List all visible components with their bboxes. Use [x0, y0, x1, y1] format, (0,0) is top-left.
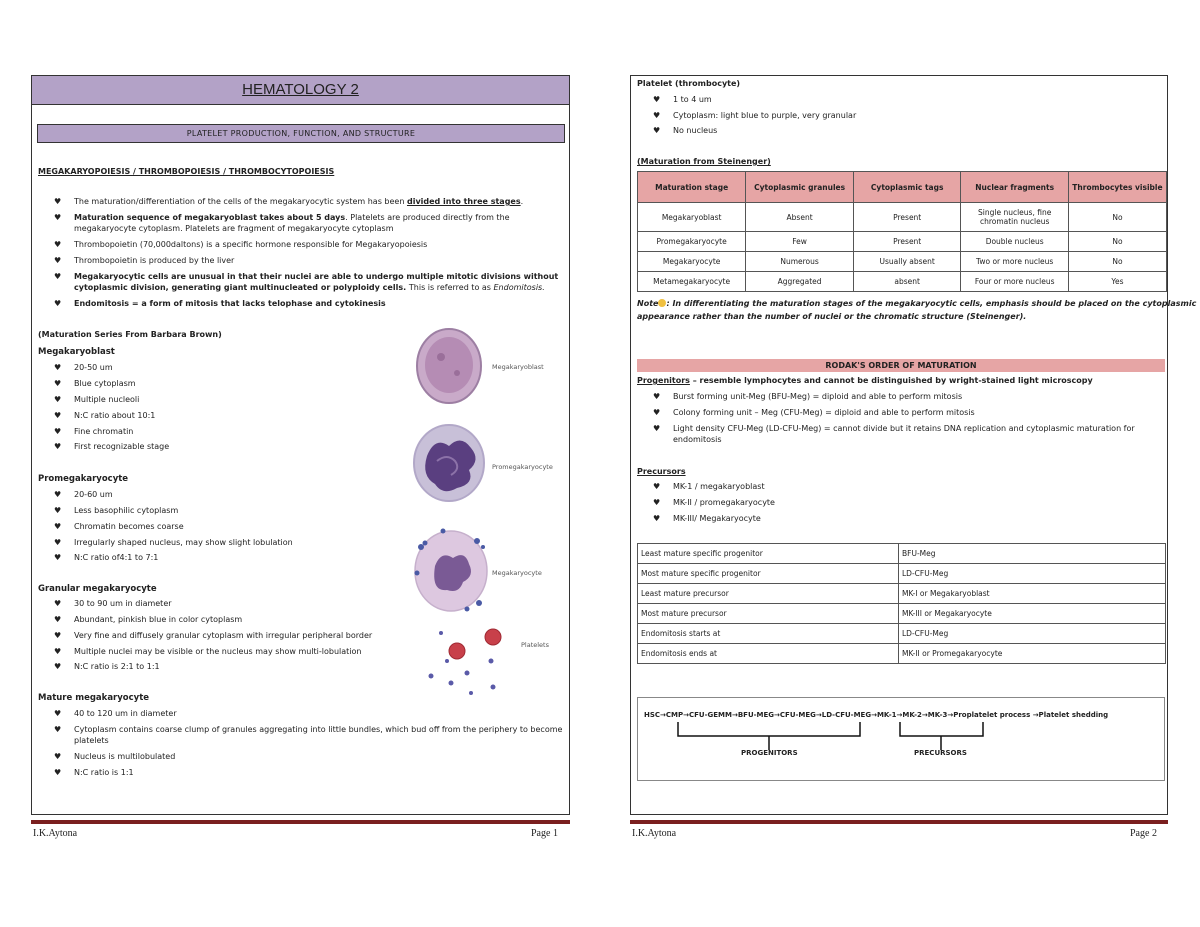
list-item: MK-1 / megakaryoblast [673, 482, 765, 491]
heart-bullet-icon: ♥ [54, 768, 62, 777]
heart-bullet-icon: ♥ [54, 240, 62, 249]
heart-bullet-icon: ♥ [54, 395, 62, 404]
table-cell: Few [746, 232, 854, 252]
rodak-heading-band: RODAK'S ORDER OF MATURATION [637, 359, 1165, 372]
steininger-heading: (Maturation from Steinenger) [637, 157, 771, 166]
table-cell: No [1068, 252, 1166, 272]
table-note: Note : In differentiating the maturation stages of the megakaryocytic cells, emphasis should be placed on the cytoplasmic [637, 299, 1197, 308]
precursors-heading: Precursors [637, 467, 686, 476]
subtitle-bar: PLATELET PRODUCTION, FUNCTION, AND STRUCTURE [37, 124, 565, 143]
heart-bullet-icon: ♥ [54, 553, 62, 562]
table-header: Cytoplasmic tags [853, 172, 961, 203]
table-row [638, 232, 1167, 252]
stage-heading-megakaryoblast: Megakaryoblast [38, 347, 115, 357]
list-item: Chromatin becomes coarse [74, 522, 184, 531]
list-item: Multiple nucleoli [74, 395, 140, 404]
heart-bullet-icon: ♥ [653, 514, 661, 523]
table-cell: Present [853, 203, 961, 232]
image-label-megakaryoblast: Megakaryoblast [492, 363, 544, 371]
list-item: 1 to 4 um [673, 95, 712, 104]
table-header: Nuclear fragments [961, 172, 1068, 203]
image-label-platelets: Platelets [521, 641, 549, 649]
heart-bullet-icon: ♥ [653, 424, 661, 433]
list-item: Blue cytoplasm [74, 379, 136, 388]
list-item: Irregularly shaped nucleus, may show slight lobulation [74, 538, 293, 547]
list-item: 40 to 120 um in diameter [74, 709, 177, 718]
list-item-cont: platelets [74, 736, 109, 745]
table-cell: LD-CFU-Meg [899, 564, 1166, 584]
table-cell: Most mature precursor [638, 604, 899, 624]
table-cell: MK-III or Megakaryocyte [899, 604, 1166, 624]
footer-page-number: Page 2 [1130, 828, 1157, 839]
list-item: Cytoplasm: light blue to purple, very granular [673, 111, 857, 120]
list-item: No nucleus [673, 126, 718, 135]
table-cell: LD-CFU-Meg [899, 624, 1166, 644]
table-cell: Most mature specific progenitor [638, 564, 899, 584]
table-cell: Megakaryocyte [638, 252, 746, 272]
list-item: Very fine and diffusely granular cytoplasm with irregular peripheral border [74, 631, 373, 640]
heart-bullet-icon: ♥ [54, 379, 62, 388]
heart-bullet-icon: ♥ [54, 599, 62, 608]
table-row [638, 564, 1166, 584]
table-row [638, 584, 1166, 604]
table-row [638, 604, 1166, 624]
heart-bullet-icon: ♥ [54, 197, 62, 206]
progenitors-line: Progenitors – resemble lymphocytes and cannot be distinguished by wright-stained light microscopy [637, 376, 1093, 385]
table-cell: MK-I or Megakaryoblast [899, 584, 1166, 604]
table-cell: Single nucleus, fine chromatin nucleus [961, 203, 1068, 232]
stage-heading-mature: Mature megakaryocyte [38, 693, 150, 703]
footer-rule [630, 820, 1168, 824]
heart-bullet-icon: ♥ [54, 427, 62, 436]
heart-bullet-icon: ♥ [54, 272, 62, 281]
list-item: 20-60 um [74, 490, 113, 499]
table-cell: Metamegakaryocyte [638, 272, 746, 292]
list-item-cont: endomitosis [673, 435, 722, 444]
table-cell: Endomitosis ends at [638, 644, 899, 664]
footer-author: I.K.Aytona [33, 828, 78, 839]
heart-bullet-icon: ♥ [54, 752, 62, 761]
list-item: N:C ratio of4:1 to 7:1 [74, 553, 159, 562]
flow-brackets [638, 698, 1164, 780]
table-cell: Least mature specific progenitor [638, 544, 899, 564]
page-1 [31, 75, 570, 815]
page-2 [630, 75, 1197, 815]
table-row [638, 644, 1166, 664]
heart-bullet-icon: ♥ [653, 126, 661, 135]
maturation-source: (Maturation Series From Barbara Brown) [38, 330, 222, 339]
image-label-promegakaryocyte: Promegakaryocyte [492, 463, 553, 471]
table-cell: absent [853, 272, 961, 292]
table-cell: Aggregated [746, 272, 854, 292]
page-title: HEMATOLOGY 2 [242, 81, 359, 98]
list-item: Less basophilic cytoplasm [74, 506, 179, 515]
heart-bullet-icon: ♥ [54, 709, 62, 718]
heart-bullet-icon: ♥ [54, 411, 62, 420]
heart-bullet-icon: ♥ [653, 111, 661, 120]
table-row [638, 252, 1167, 272]
heart-bullet-icon: ♥ [54, 725, 62, 734]
list-item: Multiple nuclei may be visible or the nucleus may show multi-lobulation [74, 647, 362, 656]
table-row [638, 203, 1167, 232]
table-note-cont: appearance rather than the number of nuclei or the chromatic structure (Steinenger). [637, 312, 1027, 321]
list-item: Colony forming unit – Meg (CFU-Meg) = diploid and able to perform mitosis [673, 408, 975, 417]
intro-bullet-2-cont: megakaryocyte cytoplasm. Platelets are fragment of megakaryocyte cytoplasm [74, 224, 394, 233]
cell-micrographs [407, 321, 567, 701]
heart-bullet-icon: ♥ [54, 647, 62, 656]
stage-heading-granular: Granular megakaryocyte [38, 584, 157, 594]
flow-precursors-label: PRECURSORS [914, 749, 967, 757]
table-cell: BFU-Meg [899, 544, 1166, 564]
intro-bullet-1: The maturation/differentiation of the cells of the megakaryocytic system has been divided into three stages. [74, 197, 524, 206]
table-header: Maturation stage [638, 172, 746, 203]
table-cell: Endomitosis starts at [638, 624, 899, 644]
heart-bullet-icon: ♥ [54, 662, 62, 671]
maturation-lookup-table [637, 543, 1166, 664]
list-item: 30 to 90 um in diameter [74, 599, 172, 608]
list-item: Abundant, pinkish blue in color cytoplasm [74, 615, 243, 624]
image-label-megakaryocyte: Megakaryocyte [492, 569, 542, 577]
list-item: Nucleus is multilobulated [74, 752, 176, 761]
megakaryocyte-image [415, 529, 488, 612]
footer-author: I.K.Aytona [632, 828, 677, 839]
list-item: 20-50 um [74, 363, 113, 372]
heart-bullet-icon: ♥ [653, 482, 661, 491]
heart-bullet-icon: ♥ [54, 256, 62, 265]
table-row [638, 624, 1166, 644]
intro-bullet-5: Megakaryocytic cells are unusual in that their nuclei are able to undergo multiple mitotic divisions without [74, 272, 559, 281]
table-cell: Double nucleus [961, 232, 1068, 252]
table-cell: Two or more nucleus [961, 252, 1068, 272]
megakaryoblast-image [417, 329, 481, 403]
list-item: Light density CFU-Meg (LD-CFU-Meg) = cannot divide but it retains DNA replication and cytoplasmic maturation for [673, 424, 1135, 433]
intro-bullet-6: Endomitosis = a form of mitosis that lacks telophase and cytokinesis [74, 299, 386, 308]
table-cell: MK-II or Promegakaryocyte [899, 644, 1166, 664]
heart-bullet-icon: ♥ [54, 506, 62, 515]
section-heading: MEGAKARYOPOIESIS / THROMBOPOIESIS / THROMBOCYTOPOIESIS [38, 167, 335, 176]
heart-bullet-icon: ♥ [653, 408, 661, 417]
list-item: Burst forming unit-Meg (BFU-Meg) = diploid and able to perform mitosis [673, 392, 963, 401]
heart-bullet-icon: ♥ [54, 538, 62, 547]
list-item: Cytoplasm contains coarse clump of granules aggregating into little bundles, which bud off from the periphery to become [74, 725, 563, 734]
table-row [638, 544, 1166, 564]
flow-sequence: HSC→CMP→CFU-GEMM→BFU-MEG→CFU-MEG→LD-CFU-MEG→MK-1→MK-2→MK-3→Proplatelet process →Platelet shedding [644, 711, 1109, 719]
heart-bullet-icon: ♥ [54, 490, 62, 499]
intro-bullet-4: Thrombopoietin is produced by the liver [74, 256, 235, 265]
platelet-heading: Platelet (thrombocyte) [637, 79, 741, 88]
list-item: N:C ratio about 10:1 [74, 411, 156, 420]
heart-bullet-icon: ♥ [653, 498, 661, 507]
stage-heading-promegakaryocyte: Promegakaryocyte [38, 474, 129, 484]
heart-bullet-icon: ♥ [653, 95, 661, 104]
table-cell: Absent [746, 203, 854, 232]
list-item: MK-II / promegakaryocyte [673, 498, 775, 507]
list-item: MK-III/ Megakaryocyte [673, 514, 761, 523]
table-cell: Four or more nucleus [961, 272, 1068, 292]
footer-rule [31, 820, 570, 824]
heart-bullet-icon: ♥ [54, 522, 62, 531]
list-item: Fine chromatin [74, 427, 134, 436]
heart-bullet-icon: ♥ [54, 631, 62, 640]
maturation-table [637, 171, 1167, 292]
list-item: N:C ratio is 1:1 [74, 768, 134, 777]
footer-page-number: Page 1 [531, 828, 558, 839]
table-cell: Numerous [746, 252, 854, 272]
table-cell: Present [853, 232, 961, 252]
table-row [638, 272, 1167, 292]
table-header: Cytoplasmic granules [746, 172, 854, 203]
table-cell: Least mature precursor [638, 584, 899, 604]
list-item: N:C ratio is 2:1 to 1:1 [74, 662, 160, 671]
table-cell: Yes [1068, 272, 1166, 292]
table-cell: Usually absent [853, 252, 961, 272]
intro-bullet-5-cont: cytoplasmic division, generating giant multinucleated or polyploidy cells. This is referred to as Endomitosis. [74, 283, 545, 292]
table-cell: Promegakaryocyte [638, 232, 746, 252]
page-title-bar [32, 76, 569, 105]
heart-bullet-icon: ♥ [54, 299, 62, 308]
heart-bullet-icon: ♥ [54, 442, 62, 451]
flow-progenitors-label: PROGENITORS [741, 749, 798, 757]
promegakaryocyte-image [414, 425, 484, 501]
heart-bullet-icon: ♥ [54, 615, 62, 624]
intro-bullet-2: Maturation sequence of megakaryoblast takes about 5 days. Platelets are produced directly from the [74, 213, 510, 222]
table-cell: Megakaryoblast [638, 203, 746, 232]
table-cell: No [1068, 232, 1166, 252]
table-header: Thrombocytes visible [1068, 172, 1166, 203]
heart-bullet-icon: ♥ [54, 213, 62, 222]
maturation-flow-diagram [637, 697, 1165, 781]
heart-bullet-icon: ♥ [54, 363, 62, 372]
intro-bullet-3: Thrombopoietin (70,000daltons) is a specific hormone responsible for Megakaryopoiesis [74, 240, 428, 249]
platelets-image [429, 629, 502, 695]
table-cell: No [1068, 203, 1166, 232]
heart-bullet-icon: ♥ [653, 392, 661, 401]
list-item: First recognizable stage [74, 442, 170, 451]
